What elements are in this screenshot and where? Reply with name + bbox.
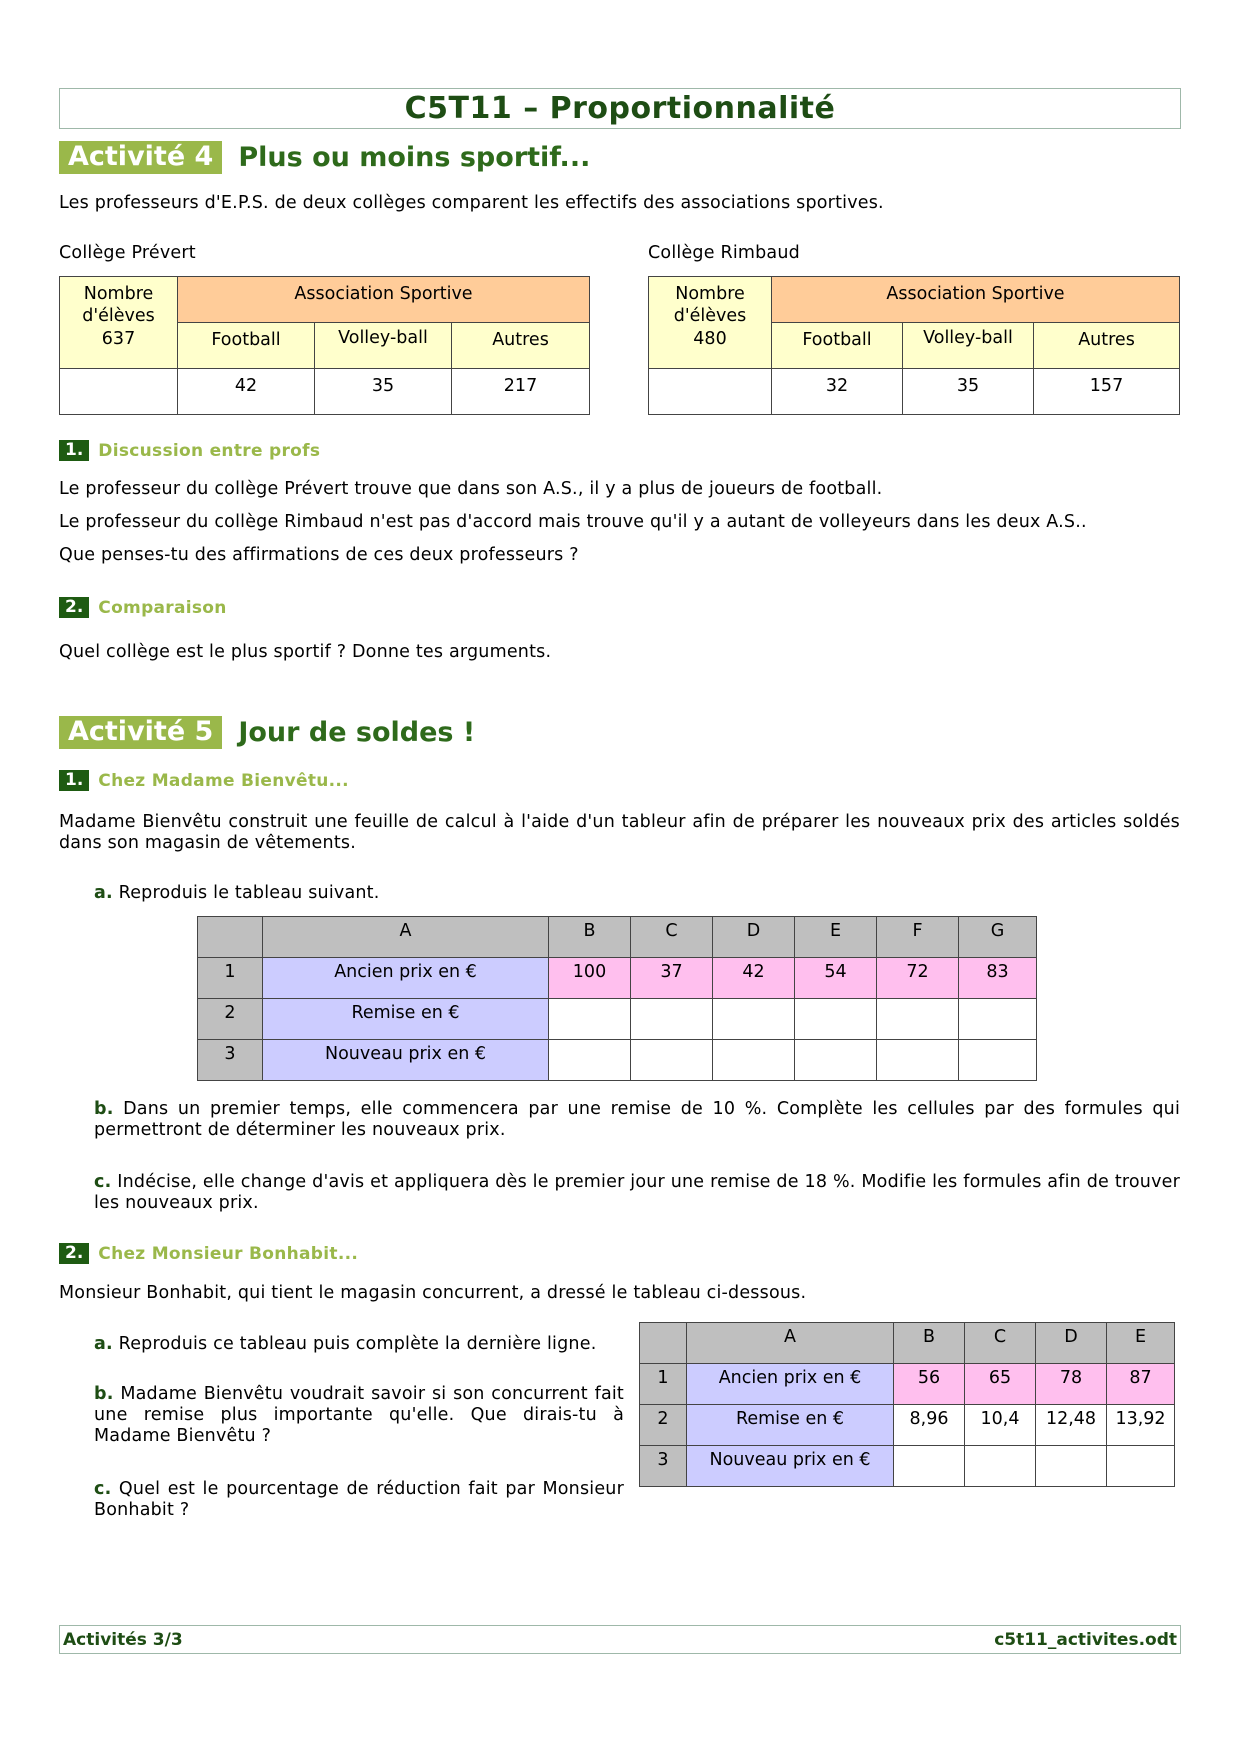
a4-section2-title: Comparaison	[98, 597, 227, 618]
a5-s1-item-b: b. Dans un premier temps, elle commencera par une remise de 10 %. Complète les cellules par des formules qui permettront de déterminer les nouveaux prix.	[94, 1099, 1180, 1140]
a5-section1-num: 1.	[59, 770, 89, 791]
sheet1-cell	[795, 999, 877, 1040]
a5-s2-item-a: a. Reproduis ce tableau puis complète la dernière ligne.	[94, 1334, 597, 1354]
a4-s2-text: Quel collège est le plus sportif ? Donne tes arguments.	[59, 642, 552, 662]
a4-section1-header	[59, 440, 320, 461]
college-a-autres: 217	[452, 369, 590, 415]
page-footer	[59, 1625, 1181, 1654]
sheet1-cell	[959, 1040, 1037, 1081]
activity4-title: Plus ou moins sportif...	[238, 142, 591, 173]
sheet2-col-header: A	[687, 1323, 894, 1364]
sheet2-cell: 65	[965, 1364, 1036, 1405]
sheet2-corner	[640, 1323, 687, 1364]
college-b-col-volley: Volley-ball	[903, 323, 1034, 369]
sheet1-col-header: C	[631, 917, 713, 958]
sheet2-cell	[1036, 1446, 1107, 1487]
college-a-table	[59, 276, 590, 415]
sheet1-cell	[713, 1040, 795, 1081]
college-b-students: 480	[649, 369, 772, 415]
sheet2-cell	[965, 1446, 1036, 1487]
college-b-col-autres: Autres	[1034, 323, 1180, 369]
activity4-header	[59, 141, 590, 174]
college-b-table	[648, 276, 1180, 415]
a5-s1-item-a: a. Reproduis le tableau suivant.	[94, 883, 380, 903]
sheet2-cell: 78	[1036, 1364, 1107, 1405]
sheet1-corner	[198, 917, 263, 958]
a5-s2-item-c: c. Quel est le pourcentage de réduction fait par Monsieur Bonhabit ?	[94, 1479, 624, 1520]
activity5-badge: Activité 5	[59, 716, 222, 749]
sheet2-col-header: B	[894, 1323, 965, 1364]
a5-s1-intro: Madame Bienvêtu construit une feuille de calcul à l'aide d'un tableur afin de préparer les nouveaux prix des articles soldés dans son magasin de vêtements.	[59, 812, 1180, 853]
college-a-col-football: Football	[178, 323, 315, 369]
sheet2-cell	[1107, 1446, 1175, 1487]
college-b-as-header: Association Sportive	[772, 277, 1180, 323]
sheet1-cell	[549, 1040, 631, 1081]
college-a-students: 637	[60, 369, 178, 415]
a4-section2-header	[59, 597, 227, 618]
college-b-name: Collège Rimbaud	[648, 243, 800, 263]
page-title-box	[59, 88, 1181, 129]
activity4-intro: Les professeurs d'E.P.S. de deux collèges comparent les effectifs des associations sportives.	[59, 193, 884, 213]
sheet2-cell: 56	[894, 1364, 965, 1405]
sheet1-row-num: 2	[198, 999, 263, 1040]
a4-s1-line3: Que penses-tu des affirmations de ces deux professeurs ?	[59, 545, 579, 565]
sheet1-row-num: 3	[198, 1040, 263, 1081]
sheet1-col-header: A	[263, 917, 549, 958]
a4-section1-num: 1.	[59, 440, 89, 461]
sheet2-table	[639, 1322, 1175, 1487]
sheet2-col-header: C	[965, 1323, 1036, 1364]
footer-left: Activités 3/3	[63, 1629, 183, 1650]
sheet1-cell	[713, 999, 795, 1040]
sheet1-cell	[877, 999, 959, 1040]
sheet1-col-header: D	[713, 917, 795, 958]
sheet2-cell: 12,48	[1036, 1405, 1107, 1446]
sheet1-row-num: 1	[198, 958, 263, 999]
sheet1-cell: 42	[713, 958, 795, 999]
sheet2-col-header: E	[1107, 1323, 1175, 1364]
college-b-volley: 35	[903, 369, 1034, 415]
sheet2-row-num: 3	[640, 1446, 687, 1487]
a5-section2-title: Chez Monsieur Bonhabit...	[98, 1243, 359, 1264]
sheet2-cell: 87	[1107, 1364, 1175, 1405]
a4-section1-title: Discussion entre profs	[98, 440, 321, 461]
a5-s2-intro: Monsieur Bonhabit, qui tient le magasin concurrent, a dressé le tableau ci-dessous.	[59, 1283, 807, 1303]
footer-right: c5t11_activites.odt	[994, 1629, 1177, 1650]
activity5-title: Jour de soldes !	[238, 717, 476, 748]
sheet1-cell	[631, 999, 713, 1040]
sheet1-cell	[631, 1040, 713, 1081]
sheet2-cell	[894, 1446, 965, 1487]
sheet1-col-header: B	[549, 917, 631, 958]
college-a-volley: 35	[315, 369, 452, 415]
college-a-football: 42	[178, 369, 315, 415]
sheet2-row-num: 1	[640, 1364, 687, 1405]
sheet1-cell	[877, 1040, 959, 1081]
sheet1-table	[197, 916, 1037, 1081]
a5-section2-header	[59, 1243, 358, 1264]
sheet1-row-label: Ancien prix en €	[263, 958, 549, 999]
college-a-col-volley: Volley-ball	[315, 323, 452, 369]
college-a-as-header: Association Sportive	[178, 277, 590, 323]
college-b-football: 32	[772, 369, 903, 415]
sheet1-col-header: G	[959, 917, 1037, 958]
college-b-autres: 157	[1034, 369, 1180, 415]
college-b-students-header: Nombre d'élèves	[649, 277, 772, 369]
college-a-name: Collège Prévert	[59, 243, 196, 263]
a5-s2-item-b: b. Madame Bienvêtu voudrait savoir si son concurrent fait une remise plus importante qu'elle. Que dirais-tu à Madame Bienvêtu ?	[94, 1384, 624, 1446]
sheet1-col-header: E	[795, 917, 877, 958]
sheet1-cell: 54	[795, 958, 877, 999]
sheet2-cell: 10,4	[965, 1405, 1036, 1446]
sheet1-cell	[795, 1040, 877, 1081]
a5-section1-title: Chez Madame Bienvêtu...	[98, 770, 349, 791]
activity5-header	[59, 716, 475, 749]
sheet1-cell: 100	[549, 958, 631, 999]
sheet2-cell: 8,96	[894, 1405, 965, 1446]
sheet1-cell	[549, 999, 631, 1040]
sheet1-col-header: F	[877, 917, 959, 958]
sheet2-col-header: D	[1036, 1323, 1107, 1364]
sheet1-cell: 37	[631, 958, 713, 999]
a5-section2-num: 2.	[59, 1243, 89, 1264]
a5-section1-header	[59, 770, 349, 791]
college-a-students-header: Nombre d'élèves	[60, 277, 178, 369]
a5-s1-item-c: c. Indécise, elle change d'avis et appliquera dès le premier jour une remise de 18 %. Modifie les formules afin de trouver les nouveaux prix.	[94, 1172, 1181, 1213]
sheet1-cell: 72	[877, 958, 959, 999]
college-a-col-autres: Autres	[452, 323, 590, 369]
sheet2-cell: 13,92	[1107, 1405, 1175, 1446]
sheet1-row-label: Nouveau prix en €	[263, 1040, 549, 1081]
sheet1-cell	[959, 999, 1037, 1040]
a4-section2-num: 2.	[59, 597, 89, 618]
sheet2-row-label: Ancien prix en €	[687, 1364, 894, 1405]
college-b-col-football: Football	[772, 323, 903, 369]
activity4-badge: Activité 4	[59, 141, 222, 174]
sheet2-row-label: Nouveau prix en €	[687, 1446, 894, 1487]
sheet1-row-label: Remise en €	[263, 999, 549, 1040]
a4-s1-line1: Le professeur du collège Prévert trouve que dans son A.S., il y a plus de joueurs de football.	[59, 479, 883, 499]
sheet2-row-num: 2	[640, 1405, 687, 1446]
sheet2-row-label: Remise en €	[687, 1405, 894, 1446]
a4-s1-line2: Le professeur du collège Rimbaud n'est pas d'accord mais trouve qu'il y a autant de volleyeurs dans les deux A.S..	[59, 512, 1087, 532]
page-title: C5T11 – Proportionnalité	[404, 91, 836, 126]
sheet1-cell: 83	[959, 958, 1037, 999]
